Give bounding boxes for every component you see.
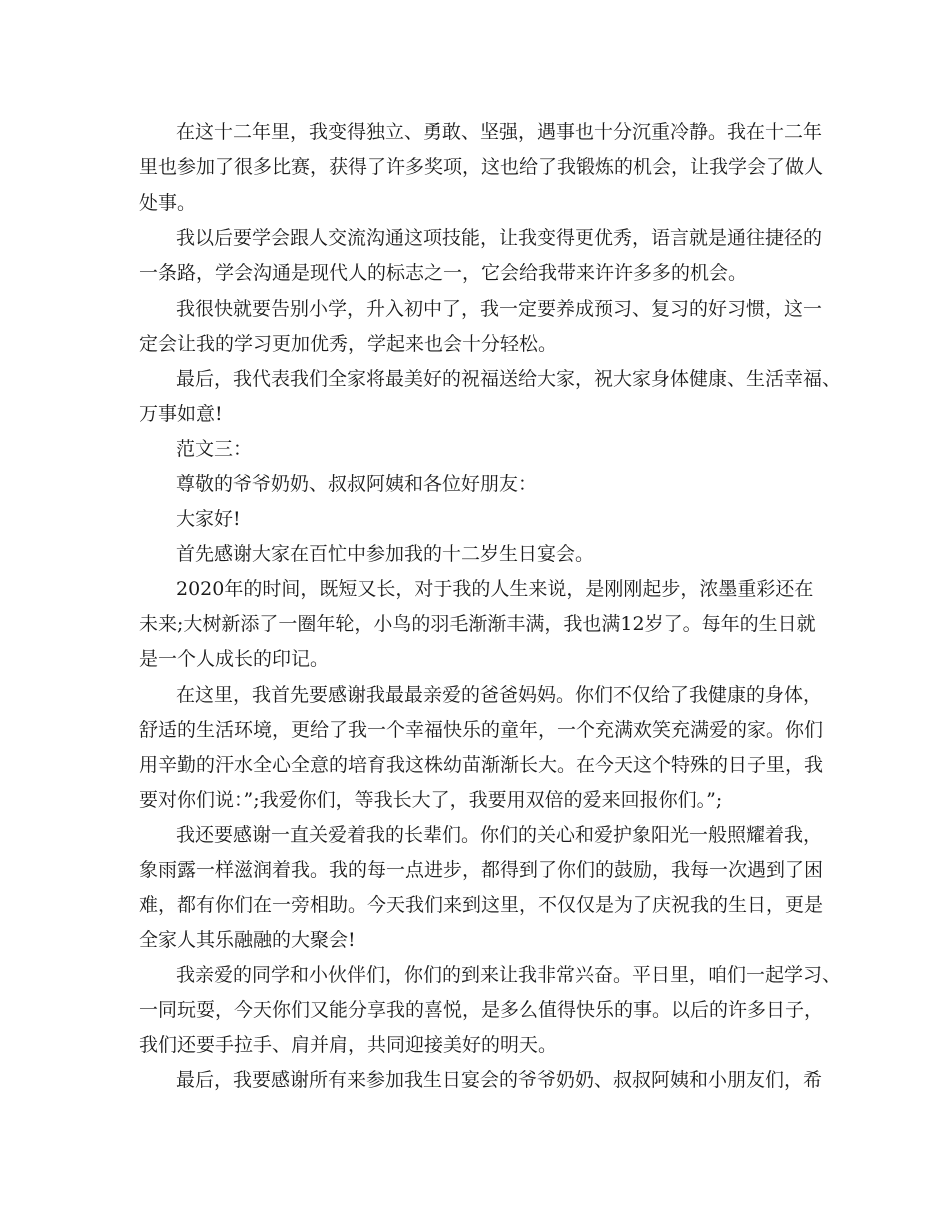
text-line: 我亲爱的同学和小伙伴们，你们的到来让我非常兴奋。平日里，咱们一起学习、	[176, 964, 842, 986]
text-line: 最后，我要感谢所有来参加我生日宴会的爷爷奶奶、叔叔阿姨和小朋友们，希	[176, 1069, 823, 1091]
text-line: 最后，我代表我们全家将最美好的祝福送给大家，祝大家身体健康、生活幸福、	[176, 368, 842, 390]
salutation: 尊敬的爷爷奶奶、叔叔阿姨和各位好朋友：	[176, 473, 538, 495]
text-line: 难，都有你们在一旁相助。今天我们来到这里，不仅仅是为了庆祝我的生日，更是	[139, 894, 824, 916]
text-line: 我以后要学会跟人交流沟通这项技能，让我变得更优秀，语言就是通往捷径的	[176, 227, 823, 249]
text-line: 处事。	[139, 192, 197, 214]
text-line: 一条路，学会沟通是现代人的标志之一，它会给我带来许许多多的机会。	[139, 262, 748, 284]
text-line: 首先感谢大家在百忙中参加我的十二岁生日宴会。	[176, 543, 595, 565]
text-line: 全家人其乐融融的大聚会!	[139, 929, 356, 951]
text-line: 象雨露一样滋润着我。我的每一点进步，都得到了你们的鼓励，我每一次遇到了困	[139, 859, 824, 881]
text-line: 在这十二年里，我变得独立、勇敢、坚强，遇事也十分沉重冷静。我在十二年	[176, 121, 823, 143]
text-line: 2020年的时间，既短又长，对于我的人生来说，是刚刚起步，浓墨重彩还在	[176, 578, 814, 600]
text-line: 未来;大树新添了一圈年轮，小鸟的羽毛渐渐丰满，我也满12岁了。每年的生日就	[139, 613, 816, 635]
text-line: 定会让我的学习更加优秀，学起来也会十分轻松。	[139, 333, 558, 355]
text-line: 万事如意!	[139, 403, 223, 425]
text-line: 舒适的生活环境，更给了我一个幸福快乐的童年，一个充满欢笑充满爱的家。你们	[139, 719, 824, 741]
text-line: 里也参加了很多比赛，获得了许多奖项，这也给了我锻炼的机会，让我学会了做人	[139, 156, 824, 178]
text-line: 我们还要手拉手、肩并肩，共同迎接美好的明天。	[139, 1034, 558, 1056]
text-line: 我很快就要告别小学，升入初中了，我一定要养成预习、复习的好习惯，这一	[176, 298, 823, 320]
text-line: 在这里，我首先要感谢我最最亲爱的爸爸妈妈。你们不仅给了我健康的身体，	[176, 684, 823, 706]
text-line: 要对你们说：”;我爱你们，等我长大了，我要用双倍的爱来回报你们。”;	[139, 789, 723, 811]
section-heading: 范文三：	[176, 438, 253, 460]
text-line: 我还要感谢一直关爱着我的长辈们。你们的关心和爱护象阳光一般照耀着我，	[176, 824, 823, 846]
text-line: 一同玩耍，今天你们又能分享我的喜悦，是多么值得快乐的事。以后的许多日子，	[139, 999, 824, 1021]
text-line: 是一个人成长的印记。	[139, 648, 330, 670]
greeting: 大家好!	[176, 508, 241, 530]
text-line: 用辛勤的汗水全心全意的培育我这株幼苗渐渐长大。在今天这个特殊的日子里，我	[139, 754, 824, 776]
